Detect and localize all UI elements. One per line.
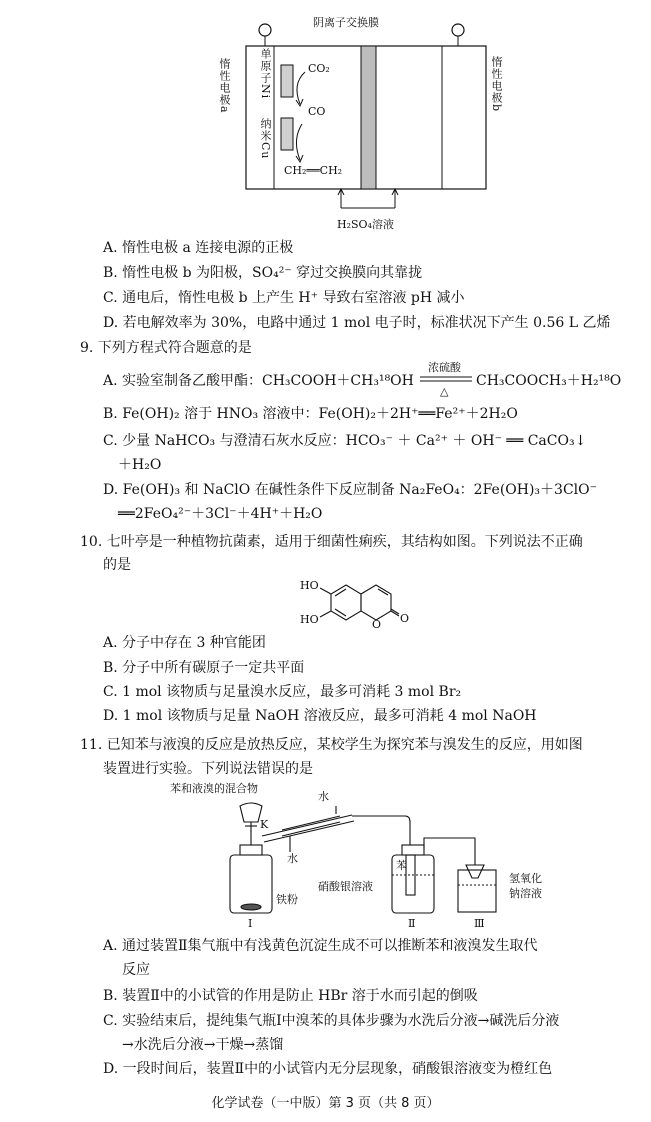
q9-option-a-left: A. 实验室制备乙酸甲酯：CH₃COOH＋CH₃¹⁸OH <box>103 373 414 389</box>
membrane-label: 阴离子交换膜 <box>313 16 379 29</box>
q8-option-b: B. 惰性电极 b 为阳极，SO₄²⁻ 穿过交换膜向其靠拢 <box>103 265 423 281</box>
water-in-label: 水 <box>318 790 329 803</box>
naoh-label-line1: 氢氧化 <box>509 872 542 885</box>
water-out-label: 水 <box>287 852 298 865</box>
q9-condition-bottom: △ <box>440 385 449 398</box>
apparatus-ii-label: Ⅱ <box>408 917 416 930</box>
q10-option-c: C. 1 mol 该物质与足量溴水反应，最多可消耗 3 mol Br₂ <box>103 684 462 700</box>
q11-option-c-line2: →水洗后分液→干燥→蒸馏 <box>122 1037 284 1053</box>
ho-top-label: HO <box>300 579 319 592</box>
q9-stem: 9. 下列方程式符合题意的是 <box>80 340 252 356</box>
co-label: CO <box>308 105 326 118</box>
silver-nitrate-label: 硝酸银溶液 <box>318 880 373 893</box>
q11-stem-line1: 11. 已知苯与液溴的反应是放热反应，某校学生为探究苯与溴发生的反应，用如图 <box>80 737 583 753</box>
co2-label: CO₂ <box>308 62 330 75</box>
carbonyl-oxygen-label: O <box>400 612 410 625</box>
q11-stem-line2: 装置进行实验。下列说法错误的是 <box>103 761 313 777</box>
benzene-label: 苯 <box>396 859 407 872</box>
q9-option-d-line2: ══2FeO₄²⁻＋3Cl⁻＋4H⁺＋H₂O <box>118 506 323 522</box>
q8-option-a: A. 惰性电极 a 连接电源的正极 <box>103 240 294 256</box>
q11-option-a-line2: 反应 <box>122 962 150 978</box>
q11-option-c-line1: C. 实验结束后，提纯集气瓶Ⅰ中溴苯的具体步骤为水洗后分液→碱洗后分液 <box>103 1013 560 1029</box>
electrode-b-label: 惰性电极b <box>490 56 503 113</box>
q9-option-d-line1: D. Fe(OH)₃ 和 NaClO 在碱性条件下反应制备 Na₂FeO₄：2Fe(OH)₃＋3ClO⁻ <box>103 482 598 498</box>
q9-condition-top: 浓硫酸 <box>428 361 461 374</box>
electrode-a-label: 惰性电极a <box>218 58 231 114</box>
apparatus-i-label: Ⅰ <box>248 917 253 930</box>
q11-option-d: D. 一段时间后，装置Ⅱ中的小试管内无分层现象，硝酸银溶液变为橙红色 <box>103 1061 553 1077</box>
ethylene-label: CH₂══CH₂ <box>284 164 343 177</box>
q10-option-a: A. 分子中存在 3 种官能团 <box>103 635 266 651</box>
mixture-label: 苯和液溴的混合物 <box>170 782 258 795</box>
solution-label: H₂SO₄溶液 <box>337 218 394 231</box>
catalyst-cu-label: 纳米Cu <box>259 118 272 160</box>
q11-option-a-line1: A. 通过装置Ⅱ集气瓶中有浅黄色沉淀生成不可以推断苯和液溴发生取代 <box>103 938 538 954</box>
naoh-label-line2: 钠溶液 <box>509 887 542 900</box>
q8-option-c: C. 通电后，惰性电极 b 上产生 H⁺ 导致右室溶液 pH 减小 <box>103 290 465 306</box>
valve-k-label: K <box>260 818 269 831</box>
q9-option-a-right: CH₃COOCH₃＋H₂¹⁸O <box>476 373 622 389</box>
q9-option-b: B. Fe(OH)₂ 溶于 HNO₃ 溶液中：Fe(OH)₂＋2H⁺══Fe²⁺＋2H₂O <box>103 406 518 422</box>
ho-bottom-label: HO <box>300 613 319 626</box>
q11-option-b: B. 装置Ⅱ中的小试管的作用是防止 HBr 溶于水而引起的倒吸 <box>103 988 478 1004</box>
iron-powder-label: 铁粉 <box>276 893 298 906</box>
q9-option-c-line1: C. 少量 NaHCO₃ 与澄清石灰水反应：HCO₃⁻ ＋ Ca²⁺ ＋ OH⁻ ══ CaCO₃↓ <box>103 433 587 449</box>
q10-option-d: D. 1 mol 该物质与足量 NaOH 溶液反应，最多可消耗 4 mol NaOH <box>103 708 537 724</box>
q10-stem-line2: 的是 <box>103 557 131 573</box>
apparatus-iii-label: Ⅲ <box>474 917 485 930</box>
q8-option-d: D. 若电解效率为 30%，电路中通过 1 mol 电子时，标准状况下产生 0.56 L 乙烯 <box>103 315 611 331</box>
q10-stem-line1: 10. 七叶亭是一种植物抗菌素，适用于细菌性痢疾，其结构如图。下列说法不正确 <box>80 534 583 550</box>
q10-option-b: B. 分子中所有碳原子一定共平面 <box>103 660 305 676</box>
catalyst-ni-label: 单原子Ni <box>259 48 272 100</box>
ring-oxygen-label: O <box>372 618 382 631</box>
page-footer: 化学试卷（一中版）第 3 页（共 8 页） <box>211 1096 440 1111</box>
q9-option-c-line2: ＋H₂O <box>118 457 162 473</box>
